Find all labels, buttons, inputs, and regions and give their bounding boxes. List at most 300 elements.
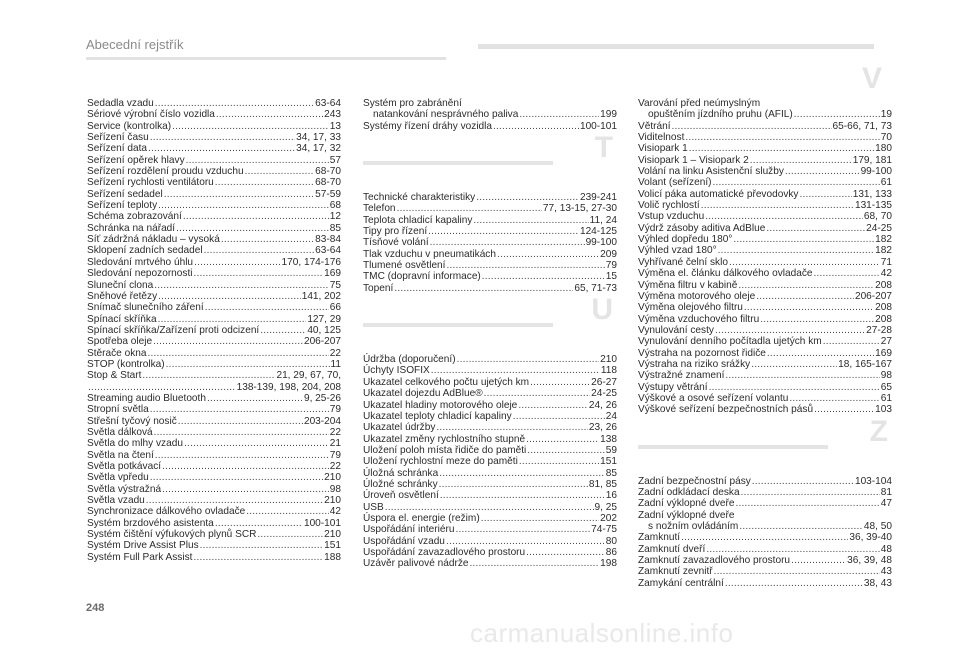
dot-leader — [164, 189, 314, 200]
entry-term: Varování před neúmyslným — [638, 98, 761, 109]
dot-leader — [789, 393, 879, 404]
index-entry — [638, 211, 892, 222]
index-entry — [87, 348, 341, 359]
entry-pages: 23, 26 — [588, 422, 617, 434]
dot-leader — [385, 502, 594, 513]
dot-leader — [756, 291, 854, 302]
entry-pages: 24-25 — [591, 388, 617, 400]
entry-pages: 208 — [875, 302, 892, 314]
dot-leader — [148, 143, 295, 154]
index-entry — [87, 484, 341, 495]
index-entry — [638, 532, 892, 543]
dot-leader — [766, 223, 865, 234]
entry-term: Ukazatel dojezdu AdBlue® — [363, 388, 483, 400]
entry-term: Volant (seřízení) — [638, 177, 712, 189]
dot-leader — [431, 365, 600, 376]
index-entry — [638, 268, 892, 279]
dot-leader — [176, 223, 329, 234]
entry-pages: 27-28 — [866, 324, 892, 336]
entry-term: Seřízení rychlosti ventilátoru — [87, 177, 214, 189]
index-entry — [87, 200, 341, 211]
dot-leader — [701, 200, 854, 211]
index-entry — [638, 325, 892, 336]
entry-term: Zadní odkládací deska — [638, 486, 740, 498]
index-entry — [87, 245, 341, 256]
dot-leader — [172, 121, 329, 132]
entry-pages: 118 — [600, 365, 617, 377]
entry-list-z — [638, 476, 892, 589]
dot-leader — [814, 268, 880, 279]
entry-pages: 151 — [600, 456, 617, 468]
entry-term: Uložení rychlostní meze do paměti — [363, 456, 518, 468]
entry-term: Zamknutí dveří — [638, 543, 706, 555]
entry-term: Seřízení teploty — [87, 200, 158, 212]
index-entry — [638, 566, 892, 577]
index-entry — [87, 155, 341, 166]
entry-term: Úložná schránka — [363, 467, 439, 479]
entry-term: Střešní tyčový nosič — [87, 415, 177, 427]
dot-leader — [530, 377, 590, 388]
dot-leader — [162, 484, 329, 495]
header-divider-left — [86, 57, 446, 60]
entry-term: Zamknutí zavazadlového prostoru — [638, 555, 791, 567]
entry-pages: 9, 25 — [594, 501, 617, 513]
index-entry — [363, 400, 617, 411]
entry-term: Seřízení sedadel — [87, 188, 163, 200]
entry-term: Seřízení času — [87, 132, 149, 144]
index-entry — [87, 98, 341, 109]
entry-term: Snímač slunečního záření — [87, 302, 204, 314]
index-entry — [87, 314, 341, 325]
entry-term: Uzávěr palivové nádrže — [363, 558, 469, 570]
entry-pages: 71 — [880, 256, 892, 268]
entry-term: Úložné schránky — [363, 478, 438, 490]
entry-pages: 182 — [875, 245, 892, 257]
entry-term: Ukazatel údržby — [363, 422, 436, 434]
entry-term: Vynulování denního počítadla ujetých km — [638, 336, 822, 348]
index-entry — [638, 98, 892, 109]
entry-pages: 36, 39, 48 — [847, 555, 892, 567]
entry-pages: 11 — [330, 358, 341, 370]
entry-term: Sledování nepozornosti — [87, 268, 193, 280]
index-entry — [363, 411, 617, 422]
dot-leader — [158, 314, 307, 325]
dot-leader — [706, 544, 879, 555]
entry-pages: 179, 181 — [852, 154, 892, 166]
entry-pages: 210 — [324, 529, 341, 541]
entry-term: Viditelnost — [638, 132, 685, 144]
dot-leader — [733, 234, 874, 245]
index-entry — [87, 336, 341, 347]
index-entry — [363, 98, 617, 109]
entry-term: Výstražné znamení — [638, 370, 725, 382]
entry-pages: 169 — [324, 268, 341, 280]
dot-leader — [736, 498, 880, 509]
entry-term: Uspořádání vzadu — [363, 535, 445, 547]
dot-leader — [744, 302, 874, 313]
entry-pages: 65 — [880, 381, 892, 393]
entry-term: Výstupy větrání — [638, 381, 708, 393]
entry-term: TMC (dopravní informace) — [363, 271, 481, 283]
dot-leader — [439, 479, 588, 490]
dot-leader — [709, 382, 880, 393]
dot-leader — [739, 521, 863, 532]
entry-pages: 81, 85 — [588, 478, 617, 490]
entry-pages: 34, 17, 32 — [296, 143, 341, 155]
entry-pages: 206-207 — [303, 336, 341, 348]
entry-term: Tlumené osvětlení — [363, 260, 446, 272]
index-entry — [87, 540, 341, 551]
index-entry — [87, 359, 341, 370]
entry-pages: 42 — [880, 268, 892, 280]
entry-pages: 61 — [880, 392, 892, 404]
entry-pages: 27 — [880, 336, 892, 348]
dot-leader — [738, 280, 874, 291]
dot-leader — [194, 268, 324, 279]
entry-pages-continued: 138-139, 198, 204, 208 — [236, 381, 341, 393]
entry-term: Volání na linku Asistenční služby — [638, 166, 784, 178]
index-entry — [363, 468, 617, 479]
dot-leader — [194, 257, 280, 268]
entry-pages: 99-100 — [585, 237, 617, 249]
entry-term: Světla vpředu — [87, 472, 149, 484]
dot-leader — [791, 555, 846, 566]
entry-pages: 21, 29, 67, 70, — [276, 370, 341, 382]
dot-leader — [725, 578, 863, 589]
index-entry — [363, 237, 617, 248]
dot-leader — [147, 348, 328, 359]
index-entry — [363, 226, 617, 237]
index-entry — [363, 249, 617, 260]
entry-term: Sledování mrtvého úhlu — [87, 256, 194, 268]
index-entry — [638, 521, 892, 532]
index-entry — [638, 510, 892, 521]
index-entry — [638, 234, 892, 245]
index-entry — [638, 393, 892, 404]
entry-pages: 199 — [600, 109, 617, 121]
entry-term: Uložení poloh místa řidiče do paměti — [363, 444, 527, 456]
dot-leader — [484, 388, 591, 399]
dot-leader — [150, 472, 323, 483]
dot-leader — [476, 192, 579, 203]
entry-pages: 63-64 — [315, 245, 341, 257]
entry-pages: 24 — [605, 410, 617, 422]
entry-pages: 80 — [605, 535, 617, 547]
entry-term: Síť zádržná nákladu – vysoká — [87, 234, 220, 246]
entry-pages: 127, 29 — [307, 313, 341, 325]
dot-leader — [752, 476, 854, 487]
dot-leader — [469, 558, 599, 569]
entry-term: Ukazatel celkového počtu ujetých km — [363, 376, 530, 388]
index-entry — [638, 121, 892, 132]
entry-pages: 57 — [329, 154, 341, 166]
index-entry — [363, 479, 617, 490]
entry-pages: 210 — [324, 472, 341, 484]
index-entry — [638, 476, 892, 487]
entry-term: Stropní světla — [87, 404, 149, 416]
dot-leader — [681, 532, 848, 543]
dot-leader — [436, 422, 588, 433]
dot-leader — [482, 271, 605, 282]
entry-term: Zadní výklopné dveře — [638, 498, 735, 510]
entry-term: Systémy řízení dráhy vozidla — [363, 120, 493, 132]
dot-leader — [215, 518, 303, 529]
entry-pages: 210 — [600, 354, 617, 366]
section-letter-z: Z — [869, 414, 888, 448]
index-entry — [638, 132, 892, 143]
dot-leader — [186, 155, 329, 166]
entry-term: Výhled vzad 180° — [638, 245, 717, 257]
index-entry — [87, 506, 341, 517]
index-entry — [87, 404, 341, 415]
entry-pages: 16 — [605, 490, 617, 502]
index-entry — [363, 456, 617, 467]
entry-pages: 182 — [875, 234, 892, 246]
entry-pages: 100-101 — [579, 120, 617, 132]
dot-leader — [794, 109, 880, 120]
entry-term: Systém Drive Assist Plus — [87, 540, 199, 552]
entry-pages: 206-207 — [854, 290, 892, 302]
entry-pages: 61 — [880, 177, 892, 189]
dot-leader — [221, 234, 314, 245]
index-entry — [87, 132, 341, 143]
entry-pages: 79 — [329, 404, 341, 416]
page-number: 248 — [86, 602, 105, 614]
dot-leader — [457, 354, 600, 365]
entry-pages: 68-70 — [315, 166, 341, 178]
entry-term: STOP (kontrolka) — [87, 358, 165, 370]
dot-leader — [715, 325, 865, 336]
entry-list-s — [87, 98, 341, 563]
entry-term: Úroveň osvětlení — [363, 490, 439, 502]
index-entry — [363, 490, 617, 501]
index-entry — [87, 370, 341, 393]
index-entry — [638, 498, 892, 509]
entry-pages: 131-135 — [854, 200, 892, 212]
letter-rule — [363, 323, 553, 327]
dot-leader — [146, 495, 323, 506]
entry-term: Systém brzdového asistenta — [87, 517, 214, 529]
entry-pages: 202 — [600, 512, 617, 524]
entry-term: Schránka na nářadí — [87, 222, 176, 234]
entry-pages: 85 — [329, 222, 341, 234]
entry-pages: 83-84 — [315, 234, 341, 246]
index-entry — [638, 155, 892, 166]
entry-pages: 15 — [605, 271, 617, 283]
entry-pages: 208 — [875, 279, 892, 291]
dot-leader — [751, 359, 837, 370]
entry-term: Světla potkávací — [87, 461, 162, 472]
dot-leader — [446, 536, 605, 547]
entry-term: Sedadla vzadu — [87, 98, 154, 109]
entry-pages: 85 — [605, 467, 617, 479]
index-entry — [363, 445, 617, 456]
index-entry — [638, 245, 892, 256]
dot-leader — [497, 249, 599, 260]
entry-pages: 70 — [880, 132, 892, 144]
dot-leader — [440, 490, 605, 501]
dot-leader — [725, 370, 879, 381]
dot-leader — [481, 513, 599, 524]
entry-term: Ukazatel změny rychlostního stupně — [363, 433, 526, 445]
index-entry — [638, 348, 892, 359]
index-column-middle — [363, 98, 617, 570]
letter-divider-z — [638, 414, 892, 470]
index-entry — [87, 416, 341, 427]
dot-leader — [397, 203, 542, 214]
entry-pages: 188 — [324, 551, 341, 563]
index-entry — [87, 393, 341, 404]
section-letter-t: T — [594, 131, 613, 165]
entry-pages: 103 — [875, 404, 892, 416]
dot-leader — [672, 121, 832, 132]
index-entry — [638, 555, 892, 566]
entry-term: Ukazatel hladiny motorového oleje — [363, 399, 518, 411]
entry-pages: 59 — [605, 444, 617, 456]
index-entry — [87, 302, 341, 313]
index-entry — [638, 382, 892, 393]
dot-leader — [184, 438, 329, 449]
index-entry — [638, 200, 892, 211]
entry-term: Výměna motorového oleje — [638, 290, 756, 302]
dot-leader — [814, 404, 874, 415]
entry-term: Výměna el. článku dálkového ovladače — [638, 268, 813, 280]
dot-leader — [178, 416, 303, 427]
entry-pages: 22 — [329, 426, 341, 438]
entry-pages: 9, 25-26 — [303, 392, 341, 404]
entry-term: Seřízení data — [87, 143, 148, 155]
entry-term: Výměna olejového filtru — [638, 302, 743, 314]
dot-leader — [439, 468, 605, 479]
entry-term: Stěrače okna — [87, 347, 147, 359]
dot-leader — [183, 211, 329, 222]
entry-pages: 18, 165-167 — [838, 358, 892, 370]
entry-pages: 48 — [880, 543, 892, 555]
entry-term: Sériové výrobní číslo vozidla — [87, 109, 215, 121]
index-entry — [363, 502, 617, 513]
dot-leader — [204, 245, 315, 256]
entry-term: Service (kontrolka) — [87, 120, 172, 132]
entry-list-s-continued — [363, 98, 617, 132]
entry-list-u — [363, 354, 617, 570]
entry-term: Výškové seřízení bezpečnostních pásů — [638, 404, 814, 416]
entry-term: Výdrž zásoby aditiva AdBlue — [638, 222, 766, 234]
index-entry — [87, 495, 341, 506]
section-letter-u: U — [591, 293, 613, 327]
entry-pages: 77, 13-15, 27-30 — [542, 203, 617, 215]
entry-term: Úchyty ISOFIX — [363, 365, 430, 377]
dot-leader — [741, 487, 880, 498]
index-entry — [87, 109, 341, 120]
dot-leader — [216, 109, 323, 120]
entry-pages: 131, 133 — [852, 188, 892, 200]
entry-term: USB — [363, 501, 384, 513]
index-column-left — [87, 98, 341, 563]
section-title: Abecední rejstřík — [86, 37, 184, 52]
dot-leader — [154, 427, 329, 438]
entry-term: Údržba (doporučení) — [363, 354, 456, 366]
index-entry — [363, 513, 617, 524]
entry-term: Zamknutí zevnitř — [638, 566, 713, 578]
entry-term: Spínací skříňka — [87, 313, 157, 325]
entry-term: Světla na čtení — [87, 449, 154, 461]
dot-leader — [689, 143, 874, 154]
entry-pages: 74-75 — [591, 524, 617, 536]
dot-leader — [750, 155, 852, 166]
entry-pages: 243 — [324, 109, 341, 121]
index-entry — [363, 388, 617, 399]
index-entry — [638, 370, 892, 381]
dot-leader — [257, 529, 323, 540]
index-entry — [638, 314, 892, 325]
entry-term: Systém pro zabránění — [363, 98, 462, 109]
entry-pages: 24-25 — [866, 222, 892, 234]
index-entry — [363, 422, 617, 433]
index-entry — [363, 192, 617, 203]
dot-leader — [493, 121, 579, 132]
entry-term: Spínací skříňka/Zařízení proti odcizení — [87, 324, 260, 336]
index-entry — [363, 260, 617, 271]
dot-leader — [526, 434, 599, 445]
index-entry — [638, 143, 892, 154]
entry-pages: 198 — [600, 558, 617, 570]
index-entry — [87, 177, 341, 188]
dot-leader — [760, 314, 874, 325]
index-entry — [363, 434, 617, 445]
entry-term: Topení — [363, 282, 394, 294]
dot-leader — [473, 215, 588, 226]
dot-leader — [518, 400, 588, 411]
index-entry — [638, 109, 892, 120]
dot-leader — [200, 540, 324, 551]
index-entry — [638, 280, 892, 291]
index-entry — [87, 518, 341, 529]
index-entry — [87, 438, 341, 449]
entry-pages: 57-59 — [315, 188, 341, 200]
index-entry — [87, 552, 341, 563]
entry-term: Seřízení opěrek hlavy — [87, 154, 185, 166]
entry-term: Volicí páka automatické převodovky — [638, 188, 799, 200]
dot-leader — [166, 359, 330, 370]
index-entry — [363, 283, 617, 294]
entry-term: Světla do mlhy vzadu — [87, 438, 183, 450]
entry-term: Světla výstražná — [87, 483, 162, 495]
entry-term: Zadní bezpečnostní pásy — [638, 475, 751, 487]
entry-pages: 141, 202 — [301, 290, 341, 302]
index-column-right — [638, 98, 892, 589]
entry-term: Synchronizace dálkového ovladače — [87, 506, 246, 518]
entry-pages: 209 — [600, 248, 617, 260]
entry-term: s nožním ovládáním — [648, 521, 739, 532]
entry-term: Schéma zobrazování — [87, 211, 182, 223]
index-entry — [638, 487, 892, 498]
entry-pages: 65-66, 71, 73 — [832, 120, 892, 132]
entry-list-t — [363, 192, 617, 294]
index-entry — [87, 529, 341, 540]
entry-term: Volič rychlostí — [638, 200, 700, 212]
entry-pages: 138 — [600, 433, 617, 445]
dot-leader — [207, 393, 303, 404]
entry-pages: 210 — [324, 495, 341, 507]
entry-term: Větrání — [638, 120, 671, 132]
entry-pages: 103-104 — [854, 475, 892, 487]
dot-leader — [150, 132, 295, 143]
entry-pages: 22 — [329, 347, 341, 359]
entry-term: Výstraha na riziko srážky — [638, 358, 751, 370]
index-entry — [87, 166, 341, 177]
letter-rule — [638, 445, 828, 449]
index-entry — [363, 354, 617, 365]
